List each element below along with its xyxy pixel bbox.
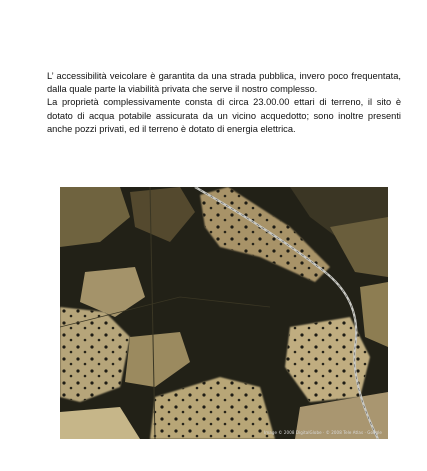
- body-text: [47, 70, 401, 136]
- aerial-photo: [60, 187, 388, 439]
- aerial-photo-drawing: [60, 187, 388, 439]
- paragraph-accessibility: L’ accessibilità veicolare è garantita da una strada pubblica, invero poco frequentata, dalla quale parte la viabilità privata che serve il nostro complesso.: [47, 71, 401, 95]
- image-credit: Image © 2008 DigitalGlobe · © 2008 Tele Atlas · Google: [264, 430, 382, 435]
- paragraph-property: La proprietà complessivamente consta di circa 23.00.00 ettari di terreno, il sito è dotato di acqua potabile assicurata da un vicino acquedotto; sono inoltre presenti anche pozzi privati, ed il terreno è dotato di energia elettrica.: [47, 97, 401, 134]
